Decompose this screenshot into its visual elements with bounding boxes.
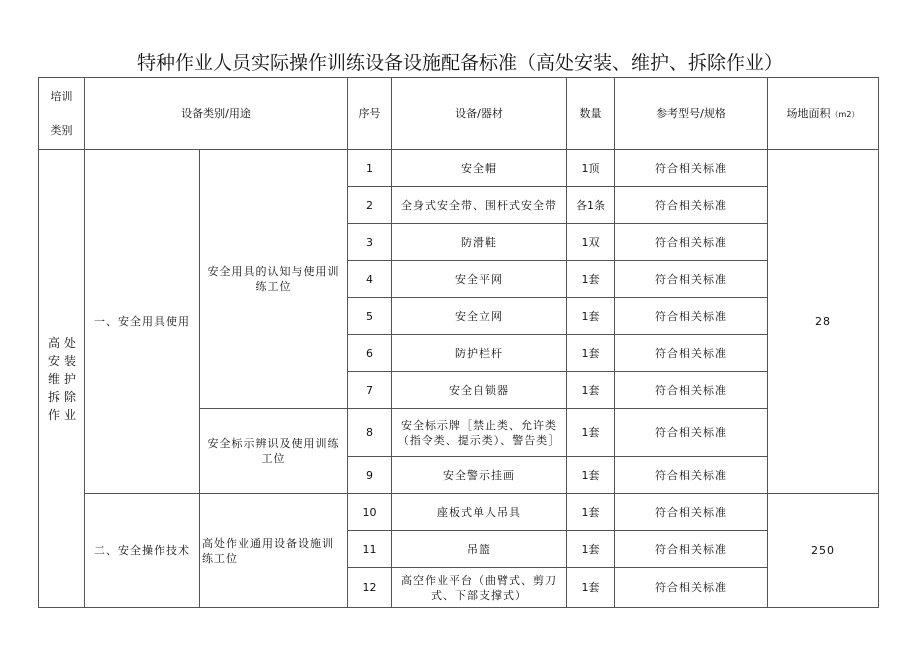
spec-cell: 符合相关标准 xyxy=(615,261,768,298)
header-category-use: 设备类别/用途 xyxy=(85,78,348,150)
qty-cell: 1套 xyxy=(567,568,615,608)
spec-cell: 符合相关标准 xyxy=(615,372,768,409)
subgroup-1-cell: 安全用具的认知与使用训练工位 xyxy=(200,150,348,409)
spec-cell: 符合相关标准 xyxy=(615,494,768,531)
equipment-standard-table xyxy=(38,77,879,608)
qty-cell: 1双 xyxy=(567,224,615,261)
item-cell: 高空作业平台（曲臂式、剪刀式、下部支撑式） xyxy=(392,568,567,608)
area-cell-2: 250 xyxy=(768,494,879,608)
item-cell: 防滑鞋 xyxy=(392,224,567,261)
header-seq: 序号 xyxy=(348,78,392,150)
spec-cell: 符合相关标准 xyxy=(615,335,768,372)
area-cell-1: 28 xyxy=(768,150,879,494)
header-area: 场地面积（m2） xyxy=(768,78,879,150)
spec-cell: 符合相关标准 xyxy=(615,224,768,261)
group-2-cell: 二、安全操作技术 xyxy=(85,494,200,608)
qty-cell: 1套 xyxy=(567,335,615,372)
qty-cell: 1套 xyxy=(567,409,615,457)
qty-cell: 1套 xyxy=(567,298,615,335)
seq-cell: 10 xyxy=(348,494,392,531)
item-cell: 安全平网 xyxy=(392,261,567,298)
seq-cell: 8 xyxy=(348,409,392,457)
item-cell: 座板式单人吊具 xyxy=(392,494,567,531)
item-cell: 安全自锁器 xyxy=(392,372,567,409)
item-cell: 吊篮 xyxy=(392,531,567,568)
qty-cell: 1套 xyxy=(567,494,615,531)
item-cell: 安全立网 xyxy=(392,298,567,335)
seq-cell: 2 xyxy=(348,187,392,224)
header-quantity: 数量 xyxy=(567,78,615,150)
seq-cell: 1 xyxy=(348,150,392,187)
table-header-row xyxy=(39,78,879,150)
item-cell: 全身式安全带、围杆式安全带 xyxy=(392,187,567,224)
spec-cell: 符合相关标准 xyxy=(615,150,768,187)
seq-cell: 4 xyxy=(348,261,392,298)
spec-cell: 符合相关标准 xyxy=(615,409,768,457)
seq-cell: 3 xyxy=(348,224,392,261)
qty-cell: 1套 xyxy=(567,261,615,298)
header-model: 参考型号/规格 xyxy=(615,78,768,150)
subgroup-2-cell: 安全标示辨识及使用训练工位 xyxy=(200,409,348,494)
item-cell: 防护栏杆 xyxy=(392,335,567,372)
subgroup-3-cell: 高处作业通用设备设施训练工位 xyxy=(200,494,348,608)
spec-cell: 符合相关标准 xyxy=(615,457,768,494)
item-cell: 安全标示牌［禁止类、允许类（指令类、提示类）、警告类］ xyxy=(392,409,567,457)
qty-cell: 1套 xyxy=(567,457,615,494)
header-training-type: 培训 类别 xyxy=(39,78,85,150)
header-equipment: 设备/器材 xyxy=(392,78,567,150)
group-1-cell: 一、安全用具使用 xyxy=(85,150,200,494)
seq-cell: 5 xyxy=(348,298,392,335)
training-type-cell: 高处安装维护拆除作业 xyxy=(39,150,85,608)
table-row xyxy=(39,494,879,531)
seq-cell: 6 xyxy=(348,335,392,372)
table-row xyxy=(39,150,879,187)
item-cell: 安全警示挂画 xyxy=(392,457,567,494)
spec-cell: 符合相关标准 xyxy=(615,568,768,608)
page-title: 特种作业人员实际操作训练设备设施配备标准（高处安装、维护、拆除作业） xyxy=(136,52,783,74)
seq-cell: 11 xyxy=(348,531,392,568)
qty-cell: 1顶 xyxy=(567,150,615,187)
seq-cell: 7 xyxy=(348,372,392,409)
qty-cell: 各1条 xyxy=(567,187,615,224)
spec-cell: 符合相关标准 xyxy=(615,531,768,568)
seq-cell: 12 xyxy=(348,568,392,608)
spec-cell: 符合相关标准 xyxy=(615,298,768,335)
qty-cell: 1套 xyxy=(567,531,615,568)
qty-cell: 1套 xyxy=(567,372,615,409)
spec-cell: 符合相关标准 xyxy=(615,187,768,224)
item-cell: 安全帽 xyxy=(392,150,567,187)
seq-cell: 9 xyxy=(348,457,392,494)
